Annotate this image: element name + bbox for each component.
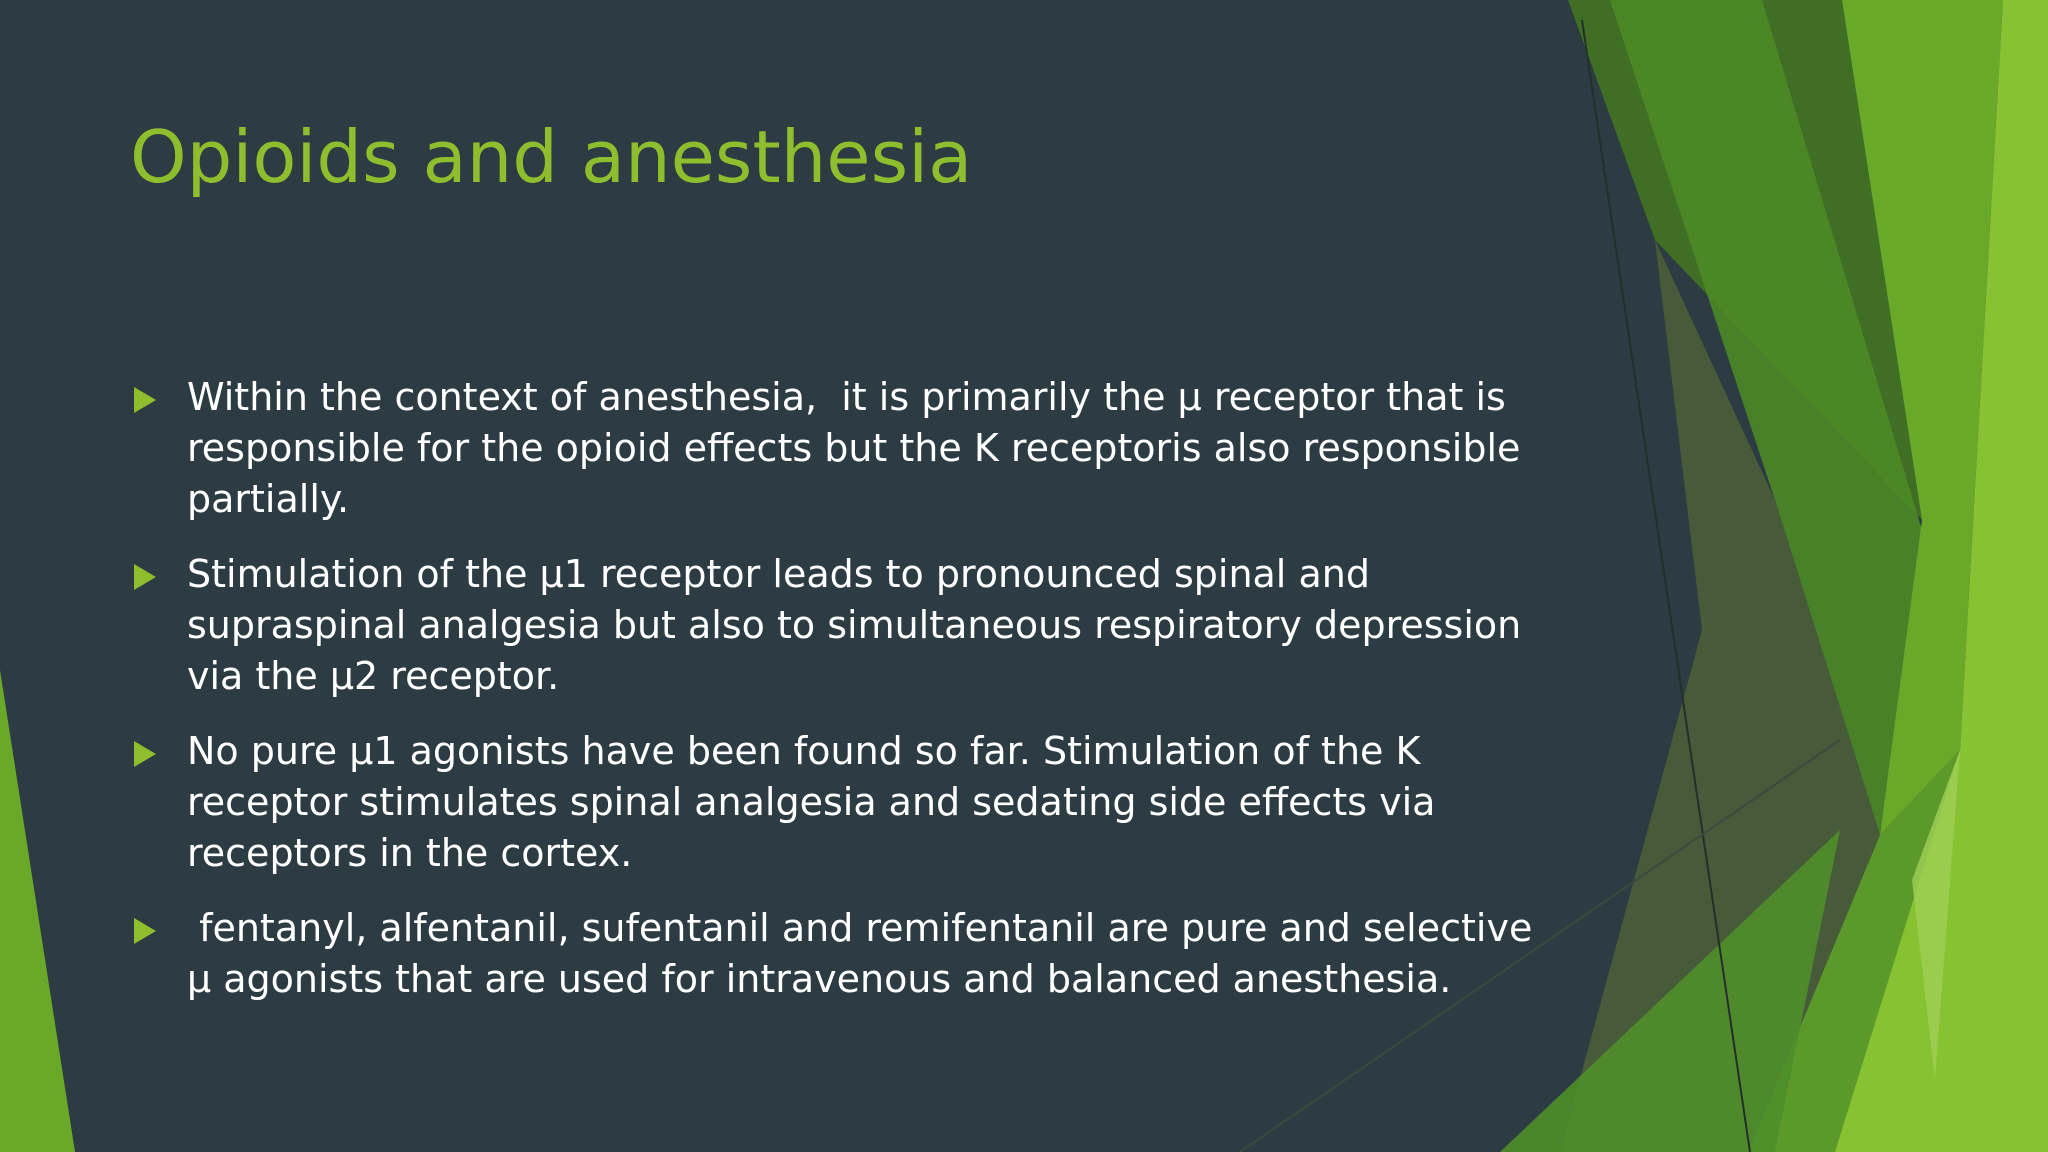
bullet-item — [130, 903, 1560, 1005]
slide-title: Opioids and anesthesia — [130, 115, 973, 199]
triangle-right-icon — [134, 741, 156, 767]
facet-left-bottom — [0, 670, 75, 1152]
bullet-item — [130, 549, 1560, 702]
bullet-text: Within the context of anesthesia, it is primarily the μ receptor that is responsible for the opioid effects but the Κ receptoris also responsible partially. — [187, 375, 1533, 521]
triangle-right-icon — [134, 564, 156, 590]
bullet-item — [130, 372, 1560, 525]
bullet-item — [130, 726, 1560, 879]
bullet-text: No pure μ1 agonists have been found so far. Stimulation of the Κ receptor stimulates spinal analgesia and sedating side effects via receptors in the cortex. — [187, 729, 1448, 875]
bullet-text: Stimulation of the μ1 receptor leads to pronounced spinal and supraspinal analgesia but also to simultaneous respiratory depression via the μ2 receptor. — [187, 552, 1534, 698]
triangle-right-icon — [134, 918, 156, 944]
bullet-list — [130, 372, 1560, 1029]
bullet-text: fentanyl, alfentanil, sufentanil and remifentanil are pure and selective μ agonists that are used for intravenous and balanced anesthesia. — [187, 906, 1545, 1001]
triangle-right-icon — [134, 387, 156, 413]
